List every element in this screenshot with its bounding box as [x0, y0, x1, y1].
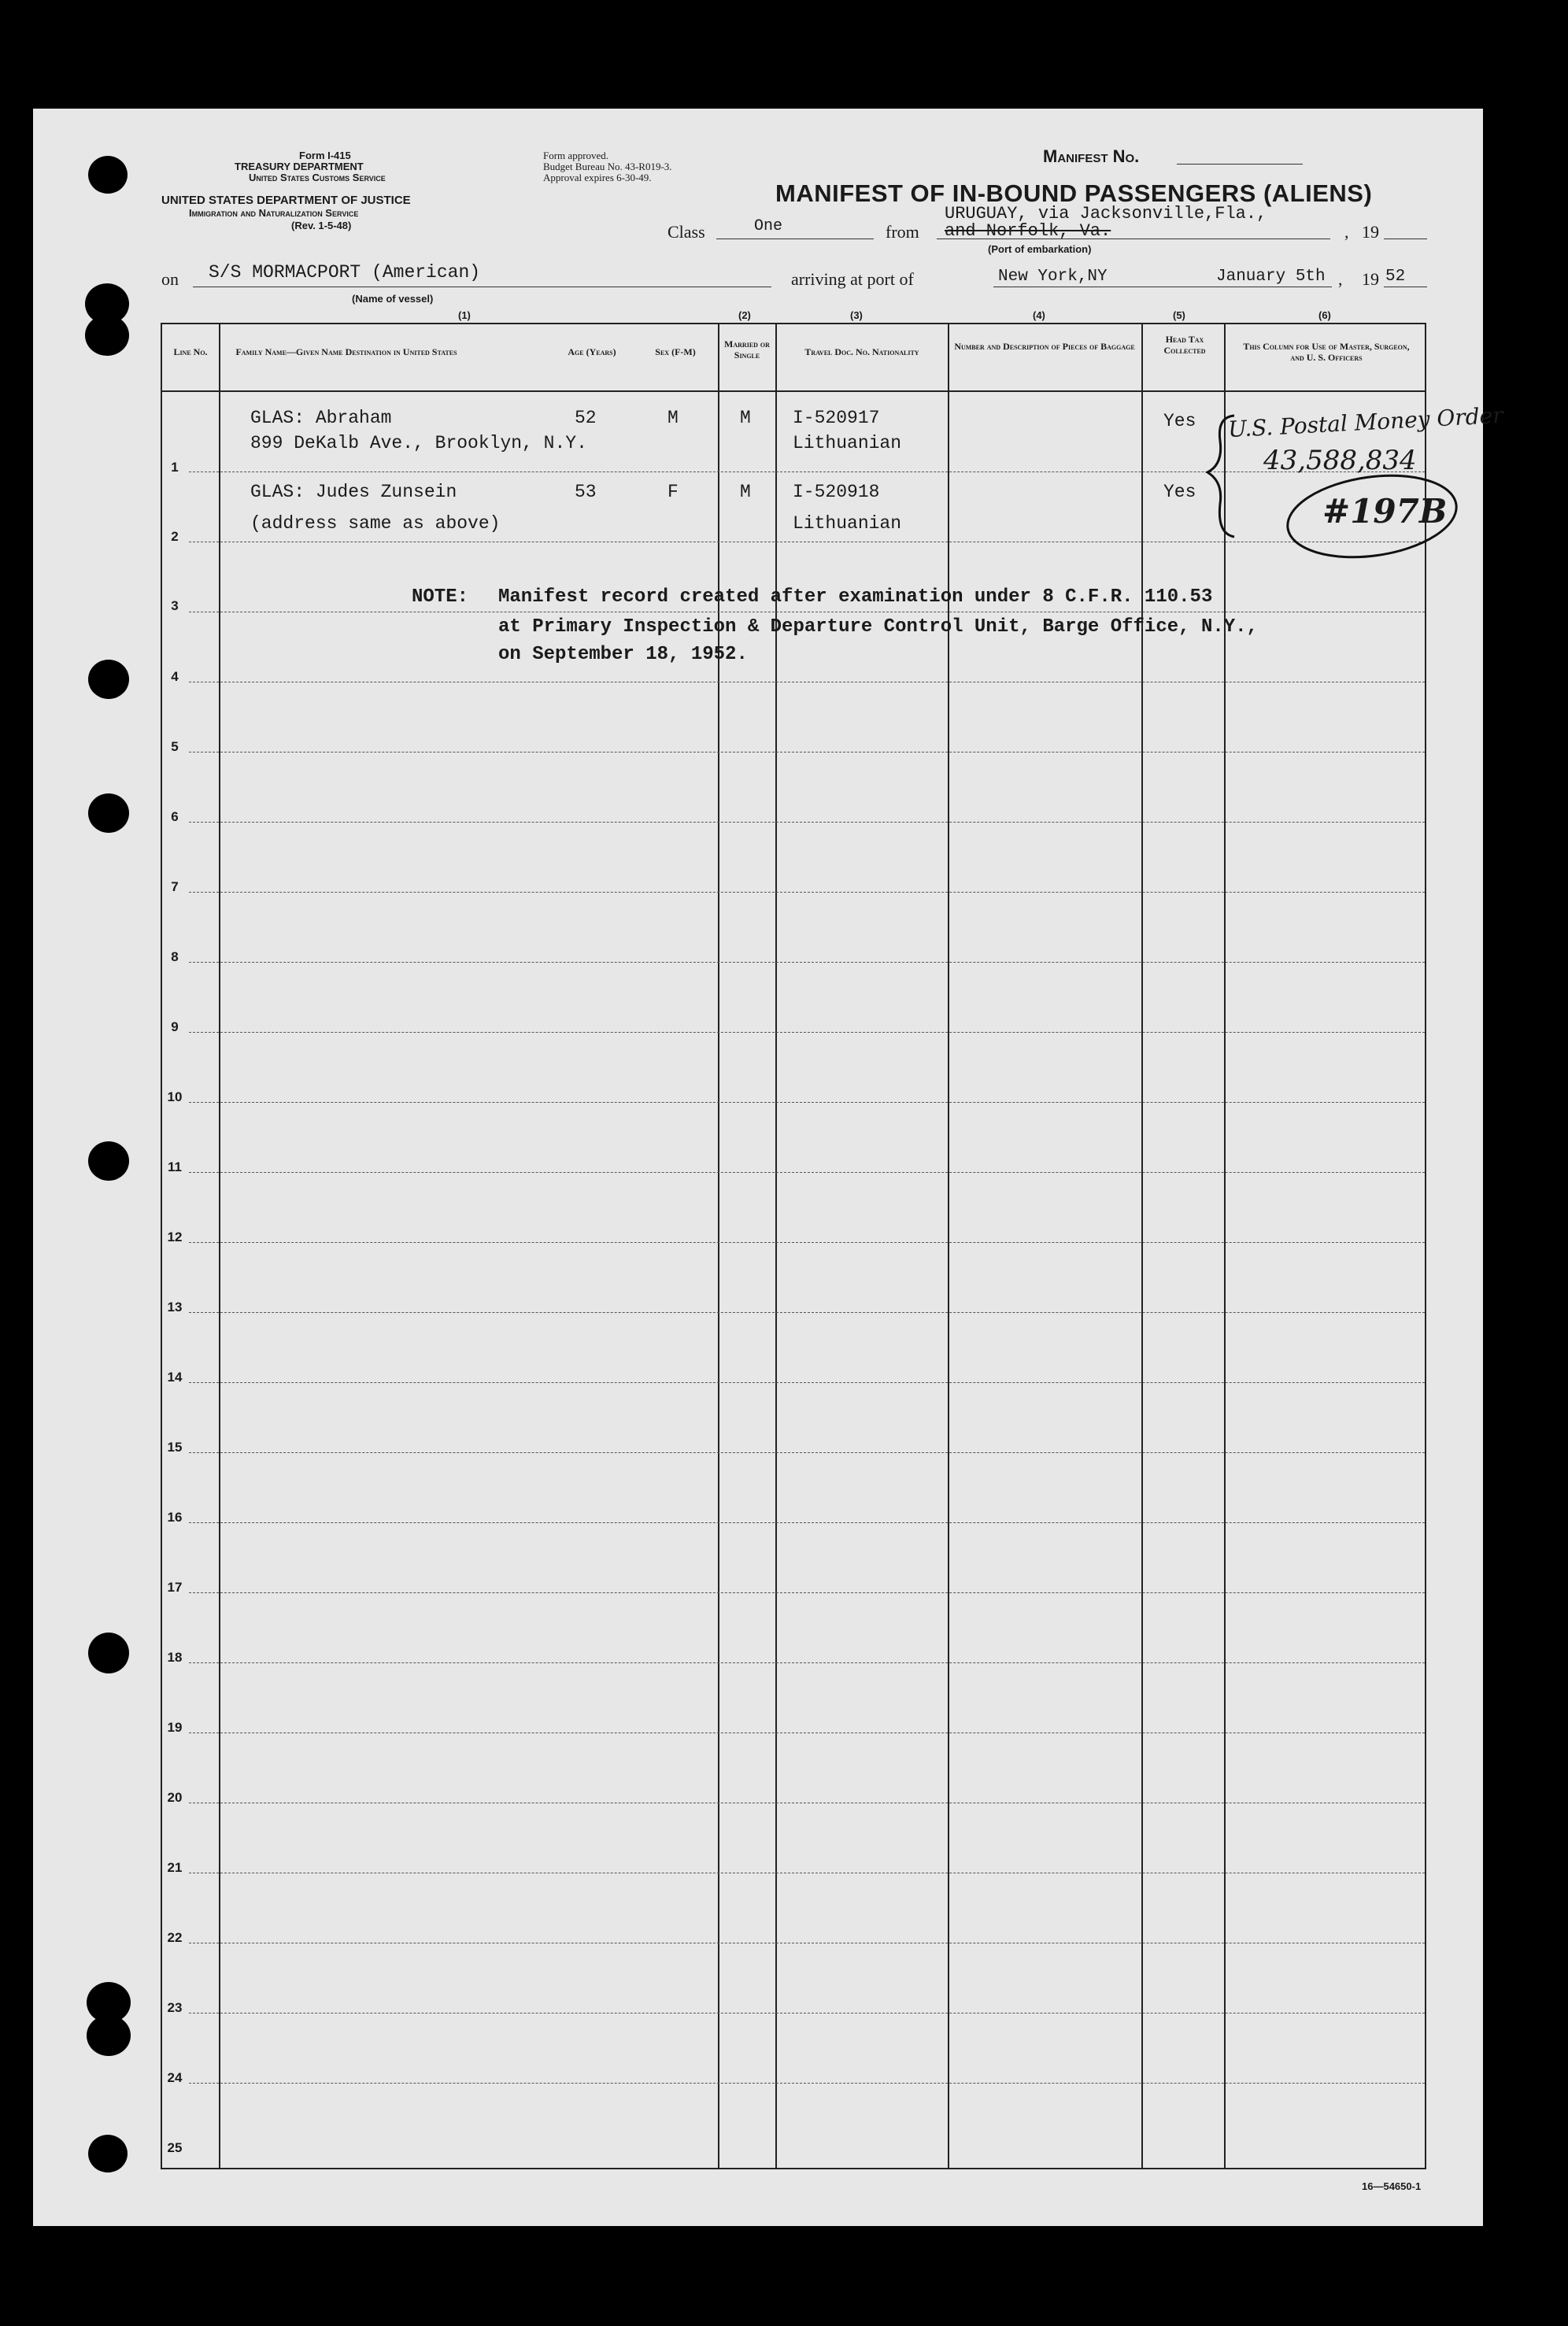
- class-label: Class: [668, 222, 705, 242]
- row-number: 4: [171, 669, 179, 684]
- header-sex: Sex (F-M): [655, 346, 696, 357]
- row-line-18: [189, 1662, 1425, 1663]
- manifest-no-field: [1177, 164, 1303, 165]
- row-number: 19: [167, 1720, 183, 1735]
- class-value: One: [754, 217, 783, 235]
- from-label: from: [886, 222, 919, 242]
- row-number: 18: [167, 1650, 183, 1665]
- year-prefix-2: 19: [1362, 269, 1379, 289]
- customs-service: United States Customs Service: [249, 172, 386, 183]
- table-header-rule: [161, 390, 1426, 392]
- row-number: 11: [168, 1159, 182, 1174]
- row-line-9: [189, 1032, 1425, 1033]
- row-number: 7: [171, 879, 179, 894]
- row-number: 16: [167, 1510, 183, 1525]
- binder-hole-1: [88, 156, 128, 194]
- colnum-6: (6): [1318, 309, 1331, 321]
- row-number: 2: [171, 529, 179, 544]
- row-number: 12: [167, 1230, 183, 1244]
- row-number: 10: [167, 1089, 183, 1104]
- passenger-1-sex: M: [668, 408, 679, 428]
- row-line-17: [189, 1592, 1425, 1593]
- vessel-name: S/S MORMACPORT (American): [209, 262, 481, 283]
- approval-line-1: Form approved.: [543, 150, 609, 161]
- binder-hole-7: [88, 1633, 129, 1673]
- colnum-2: (2): [738, 309, 751, 321]
- row-number: 13: [167, 1300, 183, 1315]
- manifest-title: MANIFEST OF IN-BOUND PASSENGERS (ALIENS): [775, 179, 1373, 207]
- header-officers: This Column for Use of Master, Surgeon, and U. S. Officers: [1243, 341, 1410, 363]
- colnum-4: (4): [1033, 309, 1045, 321]
- passenger-1-nationality: Lithuanian: [793, 433, 902, 453]
- row-number: 24: [167, 2070, 183, 2085]
- revision: (Rev. 1-5-48): [291, 220, 352, 231]
- header-baggage: Number and Description of Pieces of Baggage: [954, 341, 1135, 352]
- note-line-3: on September 18, 1952.: [498, 644, 748, 665]
- header-name: Family Name—Given Name Destination in United States: [235, 346, 457, 357]
- header-head-tax: Head Tax Collected: [1163, 334, 1206, 356]
- passenger-2-head-tax: Yes: [1163, 482, 1196, 502]
- header-line-no: Line No.: [173, 346, 208, 357]
- row-line-14: [189, 1382, 1425, 1383]
- comma-1: ,: [1344, 222, 1349, 242]
- row-number: 17: [167, 1580, 183, 1595]
- port-of-embarkation: (Port of embarkation): [988, 243, 1092, 255]
- colnum-1: (1): [458, 309, 471, 321]
- circled-reference: #197B: [1322, 492, 1448, 531]
- row-line-7: [189, 892, 1425, 893]
- approval-line-2: Budget Bureau No. 43-R019-3.: [543, 161, 672, 172]
- dept-justice: UNITED STATES DEPARTMENT OF JUSTICE: [161, 194, 411, 207]
- row-line-12: [189, 1242, 1425, 1243]
- row-line-8: [189, 962, 1425, 963]
- note-line-2: at Primary Inspection & Departure Control Unit, Barge Office, N.Y.,: [498, 616, 1258, 638]
- ins-label: Immigration and Naturalization Service: [189, 207, 359, 219]
- row-number: 1: [171, 460, 179, 475]
- row-line-11: [189, 1172, 1425, 1173]
- row-line-6: [189, 822, 1425, 823]
- passenger-1-marital: M: [740, 408, 751, 428]
- row-number: 23: [167, 2000, 183, 2015]
- from-value: and Norfolk, Va.: [945, 221, 1111, 241]
- row-line-23: [189, 2013, 1425, 2014]
- on-label: on: [161, 269, 179, 289]
- footer-code: 16—54650-1: [1362, 2180, 1422, 2192]
- comma-2: ,: [1338, 269, 1343, 289]
- colnum-3: (3): [850, 309, 863, 321]
- passenger-2-name: GLAS: Judes Zunsein: [250, 482, 457, 502]
- approval-line-3: Approval expires 6-30-49.: [543, 172, 652, 183]
- arrival-date: January 5th: [1216, 268, 1326, 286]
- row-number: 3: [171, 598, 179, 613]
- passenger-1-destination: 899 DeKalb Ave., Brooklyn, N.Y.: [250, 433, 587, 453]
- row-line-24: [189, 2083, 1425, 2084]
- row-line-19: [189, 1732, 1425, 1733]
- note-label: NOTE:: [412, 586, 469, 608]
- row-number: 5: [171, 739, 179, 754]
- passenger-1-doc: I-520917: [793, 408, 880, 428]
- passenger-2-age: 53: [575, 482, 597, 502]
- binder-hole-3: [85, 315, 129, 356]
- passenger-2-doc: I-520918: [793, 482, 880, 502]
- money-order-number: 43,588,834: [1263, 445, 1417, 476]
- form-id: Form I-415: [299, 150, 351, 161]
- passenger-2-nationality: Lithuanian: [793, 513, 902, 534]
- col-divider-tax: [1224, 323, 1226, 2169]
- passenger-1-name: GLAS: Abraham: [250, 408, 392, 428]
- row-number: 9: [171, 1019, 179, 1034]
- header-age: Age (Years): [568, 346, 616, 357]
- vessel-caption: (Name of vessel): [352, 293, 434, 305]
- col-divider-line: [219, 323, 220, 2169]
- row-line-16: [189, 1522, 1425, 1523]
- header-travel-doc: Travel Doc. No. Nationality: [804, 346, 919, 357]
- binder-hole-4: [88, 660, 129, 699]
- row-number: 25: [167, 2140, 183, 2155]
- year-value: 52: [1385, 268, 1406, 286]
- from-value-top: URUGUAY, via Jacksonville,Fla.,: [945, 204, 1267, 224]
- row-line-15: [189, 1452, 1425, 1453]
- passenger-2-sex: F: [668, 482, 679, 502]
- note-line-1: Manifest record created after examination under 8 C.F.R. 110.53: [498, 586, 1213, 608]
- row-number: 6: [171, 809, 179, 824]
- row-number: 20: [167, 1790, 183, 1805]
- row-number: 8: [171, 949, 179, 964]
- manifest-no-label: Manifest No.: [1043, 146, 1140, 166]
- passenger-1-head-tax: Yes: [1163, 411, 1196, 431]
- binder-hole-9: [87, 2015, 131, 2056]
- row-number: 15: [167, 1440, 183, 1455]
- money-order-label: U.S. Postal Money Order: [1227, 401, 1504, 443]
- colnum-5: (5): [1173, 309, 1185, 321]
- row-number: 14: [167, 1370, 183, 1385]
- passenger-2-destination: (address same as above): [250, 513, 501, 534]
- binder-hole-10: [88, 2135, 128, 2173]
- binder-hole-5: [88, 793, 129, 833]
- arriving-label: arriving at port of: [791, 269, 914, 289]
- passenger-1-age: 52: [575, 408, 597, 428]
- binder-hole-6: [88, 1141, 129, 1181]
- arrival-port: New York,NY: [998, 268, 1108, 286]
- year-prefix-1: 19: [1362, 222, 1379, 242]
- row-number: 21: [167, 1860, 183, 1875]
- header-married: Married or Single: [724, 338, 770, 361]
- row-line-13: [189, 1312, 1425, 1313]
- row-line-5: [189, 752, 1425, 753]
- passenger-2-marital: M: [740, 482, 751, 502]
- row-number: 22: [167, 1930, 183, 1945]
- dept-treasury: TREASURY DEPARTMENT: [235, 161, 364, 172]
- row-line-10: [189, 1102, 1425, 1103]
